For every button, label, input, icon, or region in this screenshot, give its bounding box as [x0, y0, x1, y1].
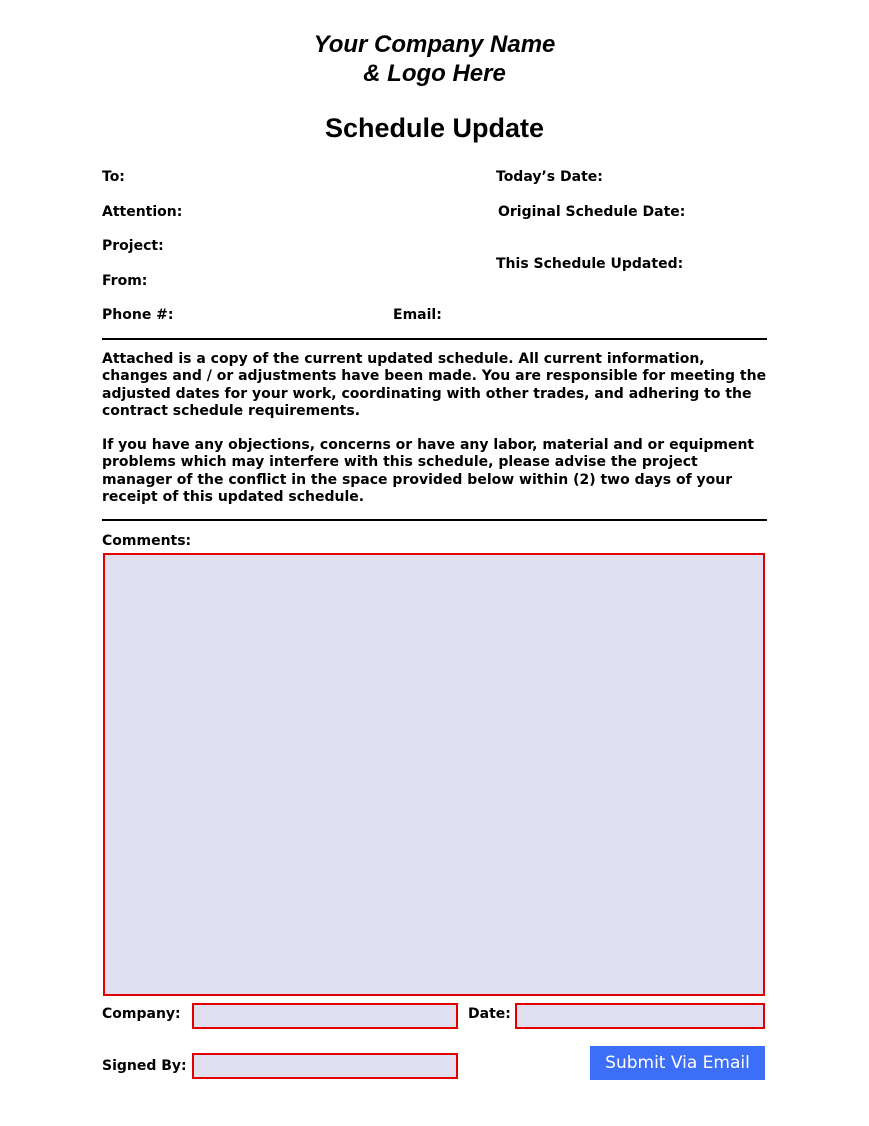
company-name-line: Your Company Name [313, 31, 556, 58]
date-label: Date: [468, 1006, 511, 1022]
signed-by-label: Signed By: [102, 1058, 187, 1074]
signed-by-field[interactable] [192, 1053, 458, 1079]
to-label: To: [102, 169, 125, 185]
company-label: Company: [102, 1006, 181, 1022]
company-logo-placeholder [0, 30, 869, 88]
submit-via-email-button[interactable]: Submit Via Email [590, 1046, 765, 1080]
original-schedule-date-label: Original Schedule Date: [498, 204, 686, 220]
comments-label: Comments: [102, 533, 192, 549]
this-schedule-updated-label: This Schedule Updated: [496, 256, 684, 272]
phone-label: Phone #: [102, 307, 174, 323]
company-logo-line: & Logo Here [363, 60, 506, 87]
company-field[interactable] [192, 1003, 458, 1029]
from-label: From: [102, 273, 148, 289]
instructions-paragraph: Attached is a copy of the current updated schedule. All current information, changes and / or adjustments have been made. You are responsible for meeting the adjusted dates for your work, coordinating with other trades, and adhering to the contract schedule requirements. [102, 351, 767, 419]
page-title: Schedule Update [324, 113, 545, 143]
comments-field[interactable] [103, 553, 765, 996]
divider [102, 338, 767, 340]
project-label: Project: [102, 238, 164, 254]
todays-date-label: Today’s Date: [496, 169, 603, 185]
email-label: Email: [393, 307, 442, 323]
attention-label: Attention: [102, 204, 183, 220]
date-field[interactable] [515, 1003, 765, 1029]
objections-paragraph: If you have any objections, concerns or have any labor, material and or equipment problems which may interfere with this schedule, please advise the project manager of the conflict in the space provided below within (2) two days of your receipt of this updated schedule. [102, 437, 755, 505]
divider [102, 519, 767, 521]
